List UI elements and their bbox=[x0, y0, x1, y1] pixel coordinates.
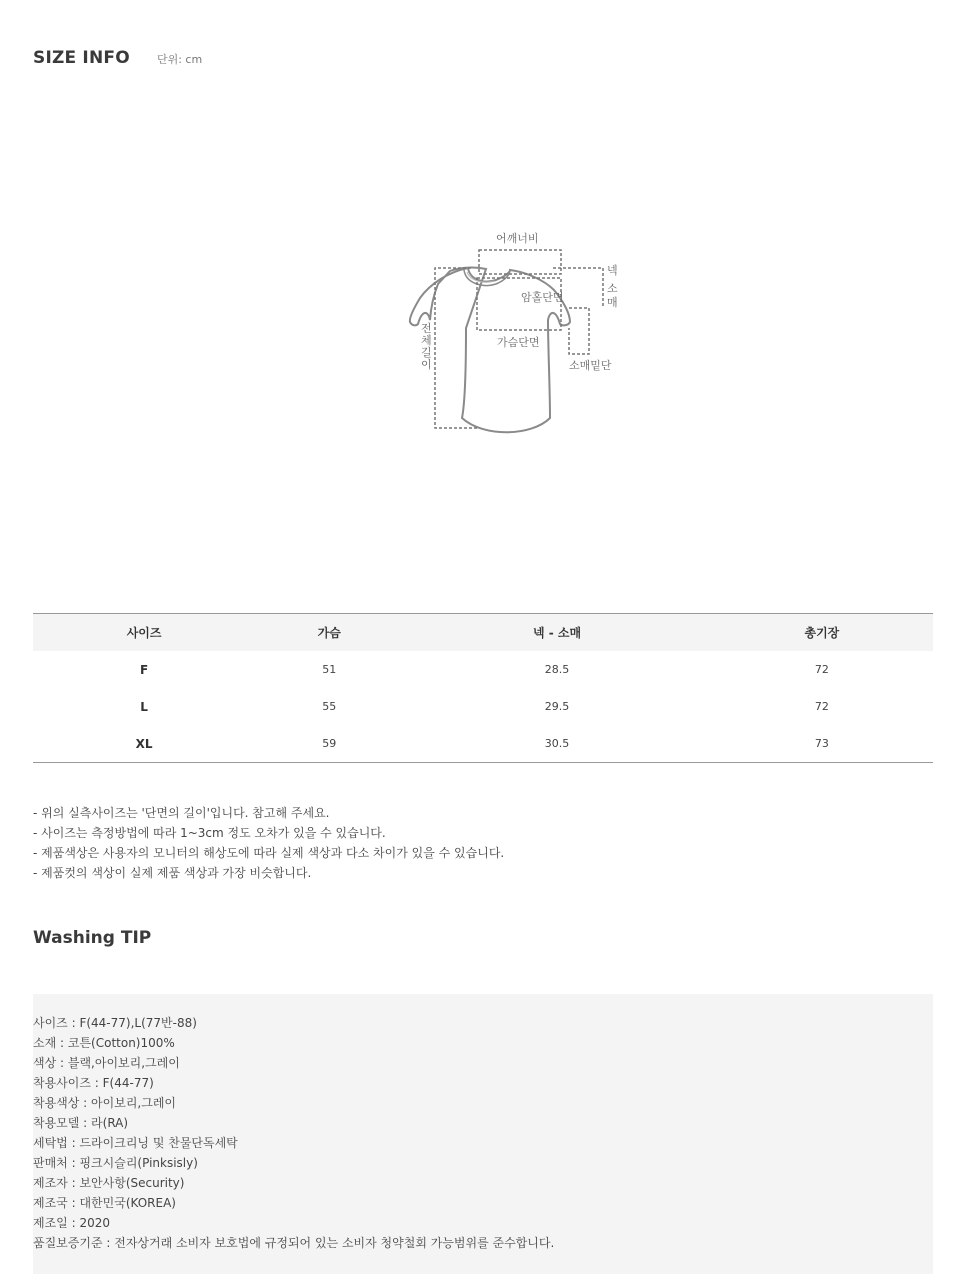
info-item: 사이즈 : F(44-77),L(77반-88) bbox=[33, 1016, 197, 1030]
chest-cell: 59 bbox=[255, 725, 403, 763]
note-item: - 사이즈는 측정방법에 따라 1~3cm 정도 오차가 있을 수 있습니다. bbox=[33, 826, 386, 840]
shoulder-guide bbox=[479, 250, 561, 274]
chest-cell: 55 bbox=[322, 700, 337, 713]
info-item: 품질보증기준 : 전자상거래 소비자 보호법에 규정되어 있는 소비자 청약철회 가능범위를 준수합니다. bbox=[33, 1236, 555, 1250]
neck-sleeve-label-3: 매 bbox=[607, 296, 618, 309]
info-item: 세탁법 : 드라이크리닝 및 찬물단독세탁 bbox=[33, 1136, 238, 1150]
total-length-cell: 72 bbox=[814, 700, 829, 713]
info-item: 제조일 : 2020 bbox=[33, 1216, 110, 1230]
size-diagram bbox=[383, 228, 618, 438]
total-length-label: 전 bbox=[421, 322, 432, 335]
total-length-cell: 72 bbox=[814, 663, 829, 676]
info-item: 제조자 : 보안사항(Security) bbox=[33, 1176, 185, 1190]
product-info-box bbox=[33, 994, 933, 1274]
sleeve-hem-guide bbox=[569, 308, 589, 354]
neck-sleeve-label-2: 소 bbox=[607, 282, 618, 295]
info-item: 착용모델 : 라(RA) bbox=[33, 1116, 129, 1130]
total-length-cell: 73 bbox=[711, 725, 933, 763]
size-info-header bbox=[33, 48, 202, 72]
info-item: 착용색상 : 아이보리,그레이 bbox=[33, 1096, 176, 1110]
size-notes bbox=[33, 803, 504, 883]
size-info-title: SIZE INFO bbox=[33, 48, 130, 68]
size-cell: XL bbox=[33, 725, 255, 763]
unit-label: 단위: cm bbox=[156, 53, 203, 66]
armhole-label: 암홀단면 bbox=[521, 291, 564, 304]
total-length-label-2: 체 bbox=[421, 334, 432, 347]
info-item: 착용사이즈 : F(44-77) bbox=[33, 1076, 154, 1090]
neck-sleeve-cell: 29.5 bbox=[544, 700, 570, 713]
size-table bbox=[33, 613, 933, 763]
note-item: - 위의 실측사이즈는 '단면의 길이'입니다. 참고해 주세요. bbox=[33, 806, 330, 820]
tshirt-diagram-illustration bbox=[383, 228, 618, 438]
chest-label: 가슴단면 bbox=[497, 336, 540, 349]
col-header-chest: 가슴 bbox=[255, 614, 403, 652]
info-item: 소재 : 코튼(Cotton)100% bbox=[33, 1036, 175, 1050]
table-row bbox=[33, 651, 933, 688]
total-length-label-4: 이 bbox=[421, 358, 432, 371]
info-item: 제조국 : 대한민국(KOREA) bbox=[33, 1196, 176, 1210]
total-length-label-3: 길 bbox=[421, 346, 432, 359]
info-item: 판매처 : 핑크시슬리(Pinksisly) bbox=[33, 1156, 198, 1170]
table-row bbox=[33, 688, 933, 725]
shoulder-label: 어깨너비 bbox=[496, 232, 539, 245]
chest-cell: 51 bbox=[322, 663, 337, 676]
note-item: - 제품컷의 색상이 실제 제품 색상과 가장 비슷합니다. bbox=[33, 866, 312, 880]
neck-sleeve-label: 넥 bbox=[607, 264, 618, 277]
col-header-size: 사이즈 bbox=[33, 614, 255, 652]
col-header-total-length: 총기장 bbox=[711, 614, 933, 652]
neck-sleeve-cell: 28.5 bbox=[544, 663, 570, 676]
sleeve-hem-label: 소매밑단 bbox=[569, 359, 612, 372]
table-row bbox=[33, 725, 933, 763]
product-info-list bbox=[33, 1013, 554, 1253]
neck-sleeve-cell: 30.5 bbox=[403, 725, 710, 763]
size-cell: F bbox=[140, 662, 149, 677]
washing-tip-title: Washing TIP bbox=[33, 928, 152, 948]
length-guide bbox=[435, 268, 479, 428]
info-item: 색상 : 블랙,아이보리,그레이 bbox=[33, 1056, 180, 1070]
note-item: - 제품색상은 사용자의 모니터의 해상도에 따라 실제 색상과 다소 차이가 있을 수 있습니다. bbox=[33, 846, 505, 860]
size-table-header bbox=[33, 614, 933, 652]
size-cell: L bbox=[140, 699, 148, 714]
col-header-neck-sleeve: 넥 - 소매 bbox=[403, 614, 710, 652]
